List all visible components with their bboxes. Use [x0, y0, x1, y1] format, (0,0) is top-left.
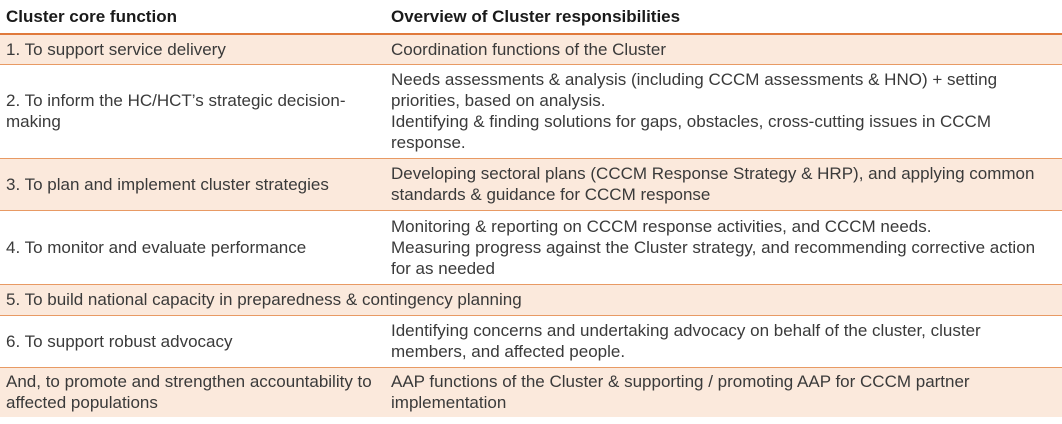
responsibility-line: Measuring progress against the Cluster strategy, and recommending corrective action for as needed [391, 237, 1036, 278]
row-responsibilities [385, 315, 1062, 367]
table-row [0, 210, 1062, 284]
table-header-row [0, 0, 1062, 34]
header-responsibilities: Overview of Cluster responsibilities [391, 7, 681, 26]
table-row [0, 158, 1062, 210]
responsibility-line: Identifying & finding solutions for gaps, obstacles, cross-cutting issues in CCCM response. [391, 112, 991, 152]
table-row [0, 64, 1062, 158]
responsibility-line: AAP functions of the Cluster & supporting / promoting AAP for CCCM partner implementation [391, 372, 970, 413]
row-responsibilities [385, 158, 1062, 210]
row-function: 4. To monitor and evaluate performance [0, 210, 385, 284]
header-function: Cluster core function [6, 7, 177, 26]
row-function: And, to promote and strengthen accountability to affected populations [0, 367, 385, 417]
row-function: 1. To support service delivery [0, 34, 385, 64]
row-responsibilities [385, 34, 1062, 64]
row-function: 2. To inform the HC/HCT’s strategic decision-making [0, 64, 385, 158]
row-responsibilities [385, 64, 1062, 158]
row-responsibilities [385, 367, 1062, 417]
responsibility-line: Coordination functions of the Cluster [391, 39, 666, 59]
table-row [0, 315, 1062, 367]
responsibility-line: Identifying concerns and undertaking advocacy on behalf of the cluster, cluster members, and affected people. [391, 321, 981, 361]
responsibility-line: Developing sectoral plans (CCCM Response Strategy & HRP), and applying common standards & guidance for CCCM response [391, 164, 1035, 204]
responsibility-line: Monitoring & reporting on CCCM response activities, and CCCM needs. [391, 216, 932, 236]
table-row [0, 284, 1062, 315]
table-row [0, 367, 1062, 417]
row-function: 6. To support robust advocacy [0, 315, 385, 367]
table-row [0, 34, 1062, 64]
row-function: 3. To plan and implement cluster strategies [0, 158, 385, 210]
responsibility-line: Needs assessments & analysis (including CCCM assessments & HNO) + setting priorities, based on analysis. [391, 70, 998, 110]
row-responsibilities [385, 210, 1062, 284]
row-function: 5. To build national capacity in preparedness & contingency planning [0, 284, 1062, 315]
